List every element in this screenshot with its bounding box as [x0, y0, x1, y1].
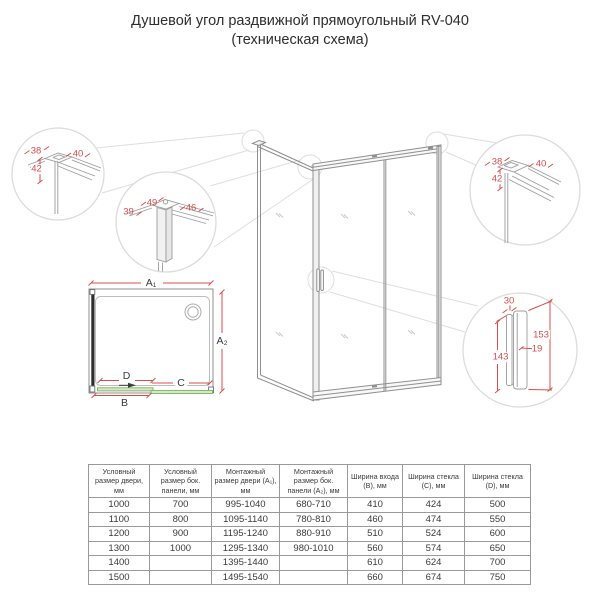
table-row — [89, 512, 531, 527]
table-cell: 1500 — [89, 570, 150, 585]
column-header: Ширина входа (B), мм — [348, 465, 403, 498]
table-cell: 600 — [465, 527, 531, 542]
table-cell: 1200 — [89, 527, 150, 542]
table-row — [89, 556, 531, 571]
table-cell: 995-1040 — [212, 498, 280, 513]
detail4-dim-143: 143 — [492, 351, 509, 363]
table-cell: 800 — [150, 512, 212, 527]
table-row — [89, 541, 531, 556]
table-cell: 524 — [403, 527, 465, 542]
table-cell: 624 — [403, 556, 465, 571]
door-handle — [317, 269, 320, 292]
table-row — [89, 527, 531, 542]
plan-dim-a2: A₂ — [216, 334, 228, 347]
main-isometric-drawing — [253, 141, 442, 402]
table-cell — [150, 556, 212, 571]
table-row — [89, 498, 531, 513]
table-cell: 510 — [348, 527, 403, 542]
table-cell: 650 — [465, 541, 531, 556]
table-cell: 500 — [465, 498, 531, 513]
plan-dim-d: D — [122, 369, 131, 382]
table-cell — [280, 570, 348, 585]
detail1-dim-40: 40 — [72, 147, 84, 159]
table-cell: 680-710 — [280, 498, 348, 513]
table-cell: 1400 — [89, 556, 150, 571]
detail3-dim-38: 38 — [491, 155, 503, 167]
table-cell: 1295-1340 — [212, 541, 280, 556]
table-cell: 474 — [403, 512, 465, 527]
table-cell: 574 — [403, 541, 465, 556]
table-cell: 1000 — [150, 541, 212, 556]
table-cell: 780-810 — [280, 512, 348, 527]
page-title-line2: (техническая схема) — [231, 32, 369, 48]
table-cell: 700 — [465, 556, 531, 571]
column-header: Монтажный размер бок. панели (A₂), мм — [280, 465, 348, 498]
plan-door-glass — [98, 388, 154, 391]
detail1-dim-42: 42 — [31, 163, 42, 175]
plan-side-glass — [91, 291, 94, 387]
table-cell: 1395-1440 — [212, 556, 280, 571]
table-cell: 1195-1240 — [212, 527, 280, 542]
plan-dim-a1: A₁ — [145, 276, 157, 289]
size-table-header — [89, 465, 531, 498]
table-cell: 1095-1140 — [212, 512, 280, 527]
table-cell: 750 — [465, 570, 531, 585]
table-cell: 880-910 — [280, 527, 348, 542]
detail4-dim-19: 19 — [531, 343, 543, 355]
table-cell: 980-1010 — [280, 541, 348, 556]
table-cell: 660 — [348, 570, 403, 585]
table-cell — [150, 570, 212, 585]
detail2-dim-39: 39 — [123, 205, 134, 217]
table-cell: 1495-1540 — [212, 570, 280, 585]
detail4-dim-153: 153 — [533, 328, 549, 340]
detail1-dim-38: 38 — [30, 144, 42, 156]
detail4-dim-30: 30 — [503, 295, 515, 307]
column-header: Ширина стекла (D), мм — [465, 465, 531, 498]
table-cell: 410 — [348, 498, 403, 513]
plan-fixed-glass — [151, 390, 213, 393]
table-cell: 700 — [150, 498, 212, 513]
column-header: Монтажный размер двери (A₁), мм — [212, 465, 280, 498]
table-cell: 560 — [348, 541, 403, 556]
plan-dim-c: C — [177, 376, 185, 389]
detail-circle-top-right — [470, 135, 580, 245]
column-header: Условный размер двери, мм — [89, 465, 150, 498]
table-cell: 1100 — [89, 512, 150, 527]
plan-dim-b: B — [120, 396, 129, 409]
detail2-dim-49: 49 — [146, 196, 158, 208]
plan-view — [89, 289, 214, 394]
table-cell — [280, 556, 348, 571]
page-title-line1: Душевой угол раздвижной прямоугольный RV-040 — [131, 13, 469, 29]
detail3-dim-42: 42 — [491, 173, 503, 185]
table-cell: 900 — [150, 527, 212, 542]
table-cell: 1300 — [89, 541, 150, 556]
table-cell: 674 — [403, 570, 465, 585]
table-cell: 424 — [403, 498, 465, 513]
detail3-dim-40: 40 — [535, 158, 547, 170]
table-cell: 610 — [348, 556, 403, 571]
table-row — [89, 570, 531, 585]
table-cell: 1000 — [89, 498, 150, 513]
table-cell: 550 — [465, 512, 531, 527]
table-cell: 460 — [348, 512, 403, 527]
size-table — [88, 464, 531, 585]
detail2-dim-46: 46 — [185, 202, 197, 214]
column-header: Ширина стекла (C), мм — [403, 465, 465, 498]
column-header: Условный размер бок. панели, мм — [150, 465, 212, 498]
